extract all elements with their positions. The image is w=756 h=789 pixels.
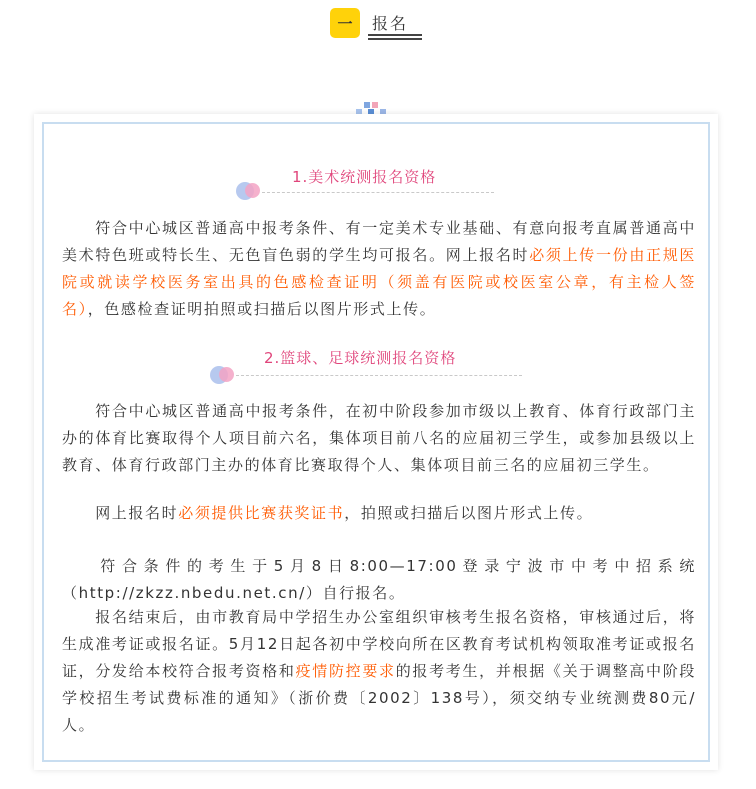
highlight-epidemic: 疫情防控要求: [295, 662, 396, 680]
heading-divider: [236, 375, 522, 376]
section-heading-art: 1.美术统测报名资格: [292, 168, 437, 186]
highlight-award-cert: 必须提供比赛获奖证书: [178, 504, 345, 522]
art-eligibility-paragraph: 符合中心城区普通高中报考条件、有一定美术专业基础、有意向报考直属普通高中美术特色班或特长生、无色盲色弱的学生均可报名。网上报名时必须上传一份由正规医院或就读学校医务室出具的色感检查证明（须盖有医院或校医室公章，有主检人签名），色感检查证明拍照或扫描后以图片形式上传。: [62, 219, 696, 318]
section-number-badge: 一: [330, 8, 360, 38]
review-process-paragraph: 报名结束后，由市教育局中学招生办公室组织审核考生报名资格，审核通过后，将生成准考证或报名证。5月12日起各初中学校向所在区教育考试机构领取准考证或报名证，分发给本校符合报考资格和疫情防控要求的报考考生，并根据《关于调整高中阶段学校招生考试费标准的通知》（浙价费〔2002〕138号），须交纳专业统测费80元/人。: [62, 608, 696, 734]
heading-divider: [262, 192, 494, 193]
sports-upload-paragraph: 网上报名时必须提供比赛获奖证书，拍照或扫描后以图片形式上传。: [95, 504, 594, 522]
registration-time-paragraph: 符合条件的考生于5月8日8:00—17:00登录宁波市中考中招系统（http://zkzz.nbedu.net.cn/）自行报名。: [62, 557, 696, 602]
title-underline: [368, 34, 422, 40]
sports-eligibility-paragraph: 符合中心城区普通高中报考条件，在初中阶段参加市级以上教育、体育行政部门主办的体育比赛取得个人项目前六名，集体项目前八名的应届初三学生，或参加县级以上教育、体育行政部门主办的体育比赛取得个人、集体项目前三名的应届初三学生。: [62, 402, 696, 474]
heading-bubble-icon: [210, 364, 238, 386]
heading-bubble-icon: [236, 180, 264, 202]
page-title: 报名: [372, 14, 409, 33]
section-heading-sports: 2.篮球、足球统测报名资格: [264, 349, 457, 367]
highlight-color-cert: 必须上传一份由正规医院或就读学校医务室出具的色感检查证明（须盖有医院或校医室公章，有主检人签名）: [62, 246, 696, 318]
